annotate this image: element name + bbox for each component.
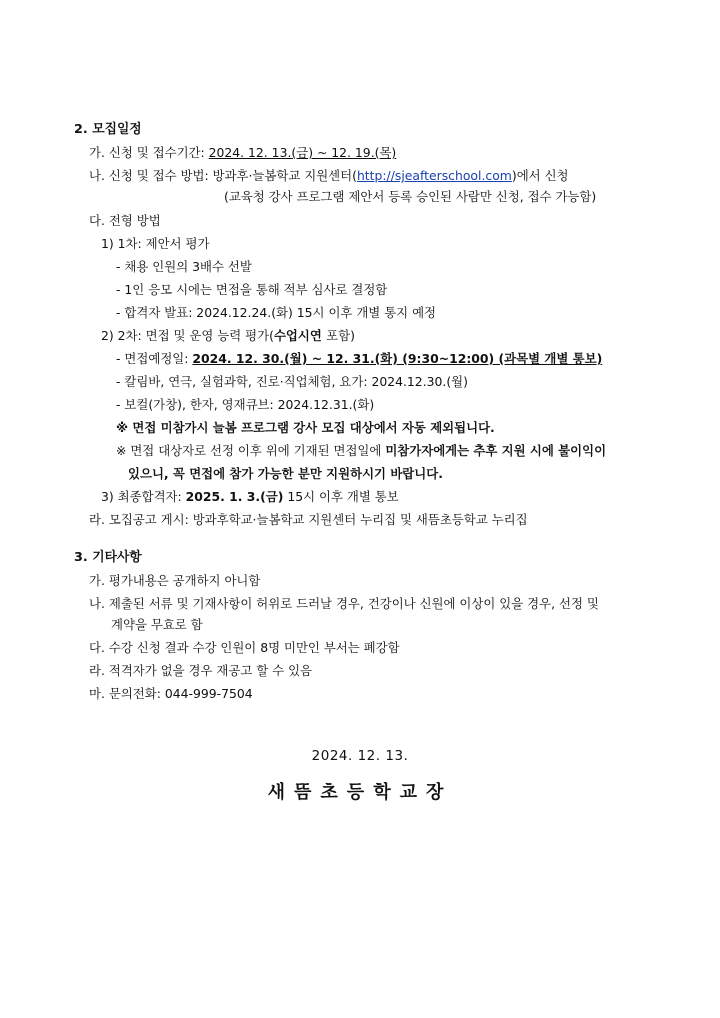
interview-schedule-item: - 칼림바, 연극, 실험과학, 진로·직업체험, 요가: 2024.12.30.(월) (116, 374, 468, 389)
final-result-date: 2025. 1. 3.(금) (185, 489, 284, 504)
posting-location: 라. 모집공고 게시: 방과후학교·늘봄학교 지원센터 누리집 및 새뜸초등학교 누리집 (89, 512, 528, 527)
interview-penalty-text: ※ 면접 대상자로 선정 이후 위에 기재된 면접일에 (116, 443, 386, 458)
misc-item: 다. 수강 신청 결과 수강 인원이 8명 미만인 부서는 폐강함 (89, 640, 400, 655)
second-stage-label-end: 포함) (326, 328, 355, 343)
misc-item-cont: 계약을 무효로 함 (111, 617, 203, 632)
misc-item: 라. 적격자가 없을 경우 재공고 할 수 있음 (89, 663, 313, 678)
first-stage-item: - 합격자 발표: 2024.12.24.(화) 15시 이후 개별 통지 예정 (116, 305, 437, 320)
application-period-label: 가. 신청 및 접수기간: (89, 145, 209, 160)
interview-absence-note: ※ 면접 미참가시 늘봄 프로그램 강사 모집 대상에서 자동 제외됩니다. (116, 420, 495, 435)
final-result-label: 3) 최종합격자: (101, 489, 186, 504)
misc-item: 나. 제출된 서류 및 기재사항이 허위로 드러날 경우, 건강이나 신원에 이상이 있을 경우, 선정 및 (89, 596, 599, 611)
interview-schedule-item: - 보컬(가창), 한자, 영재큐브: 2024.12.31.(화) (116, 397, 375, 412)
interview-penalty-bold: 미참가자에게는 추후 지원 시에 불이익이 (385, 443, 607, 458)
second-stage-demo: 수업시연 (273, 328, 327, 343)
section-2-title: 2. 모집일정 (74, 122, 142, 137)
second-stage-label: 2) 2차: 면접 및 운영 능력 평가( (101, 328, 274, 343)
final-result-suffix: 15시 이후 개별 통보 (283, 489, 399, 504)
application-period-value: 2024. 12. 13.(금) ~ 12. 19.(목) (208, 145, 397, 160)
section-3-title: 3. 기타사항 (74, 550, 142, 565)
misc-item: 가. 평가내용은 공개하지 아니함 (89, 573, 261, 588)
interview-date-label: - 면접예정일: (116, 351, 193, 366)
first-stage-item: - 1인 응모 시에는 면접을 통해 적부 심사로 결정함 (116, 282, 388, 297)
document-date: 2024. 12. 13. (311, 748, 409, 764)
contact-phone: 마. 문의전화: 044-999-7504 (89, 686, 253, 701)
second-stage-title (101, 328, 355, 344)
application-method-label: 나. 신청 및 접수 방법: 방과후·늘봄학교 지원센터( (89, 168, 357, 183)
final-result (101, 489, 399, 505)
interview-date (116, 351, 602, 367)
selection-method-title: 다. 전형 방법 (89, 213, 161, 228)
interview-penalty-note (116, 443, 606, 459)
interview-date-value: 2024. 12. 30.(월) ~ 12. 31.(화) (9:30~12:00) (과목별 개별 통보) (192, 351, 603, 366)
application-method-note: (교육청 강사 프로그램 제안서 등록 승인된 사람만 신청, 접수 가능함) (224, 189, 597, 204)
first-stage-title: 1) 1차: 제안서 평가 (101, 236, 210, 251)
principal-signature: 새뜸초등학교장 (267, 782, 453, 803)
application-method-suffix: )에서 신청 (511, 168, 569, 183)
afterschool-center-link[interactable]: http://sjeafterschool.com (356, 168, 512, 183)
application-method (89, 168, 569, 184)
interview-penalty-note-cont: 있으니, 꼭 면접에 참가 가능한 분만 지원하시기 바랍니다. (128, 466, 443, 481)
first-stage-item: - 채용 인원의 3배수 선발 (116, 259, 252, 274)
application-period (89, 145, 396, 161)
